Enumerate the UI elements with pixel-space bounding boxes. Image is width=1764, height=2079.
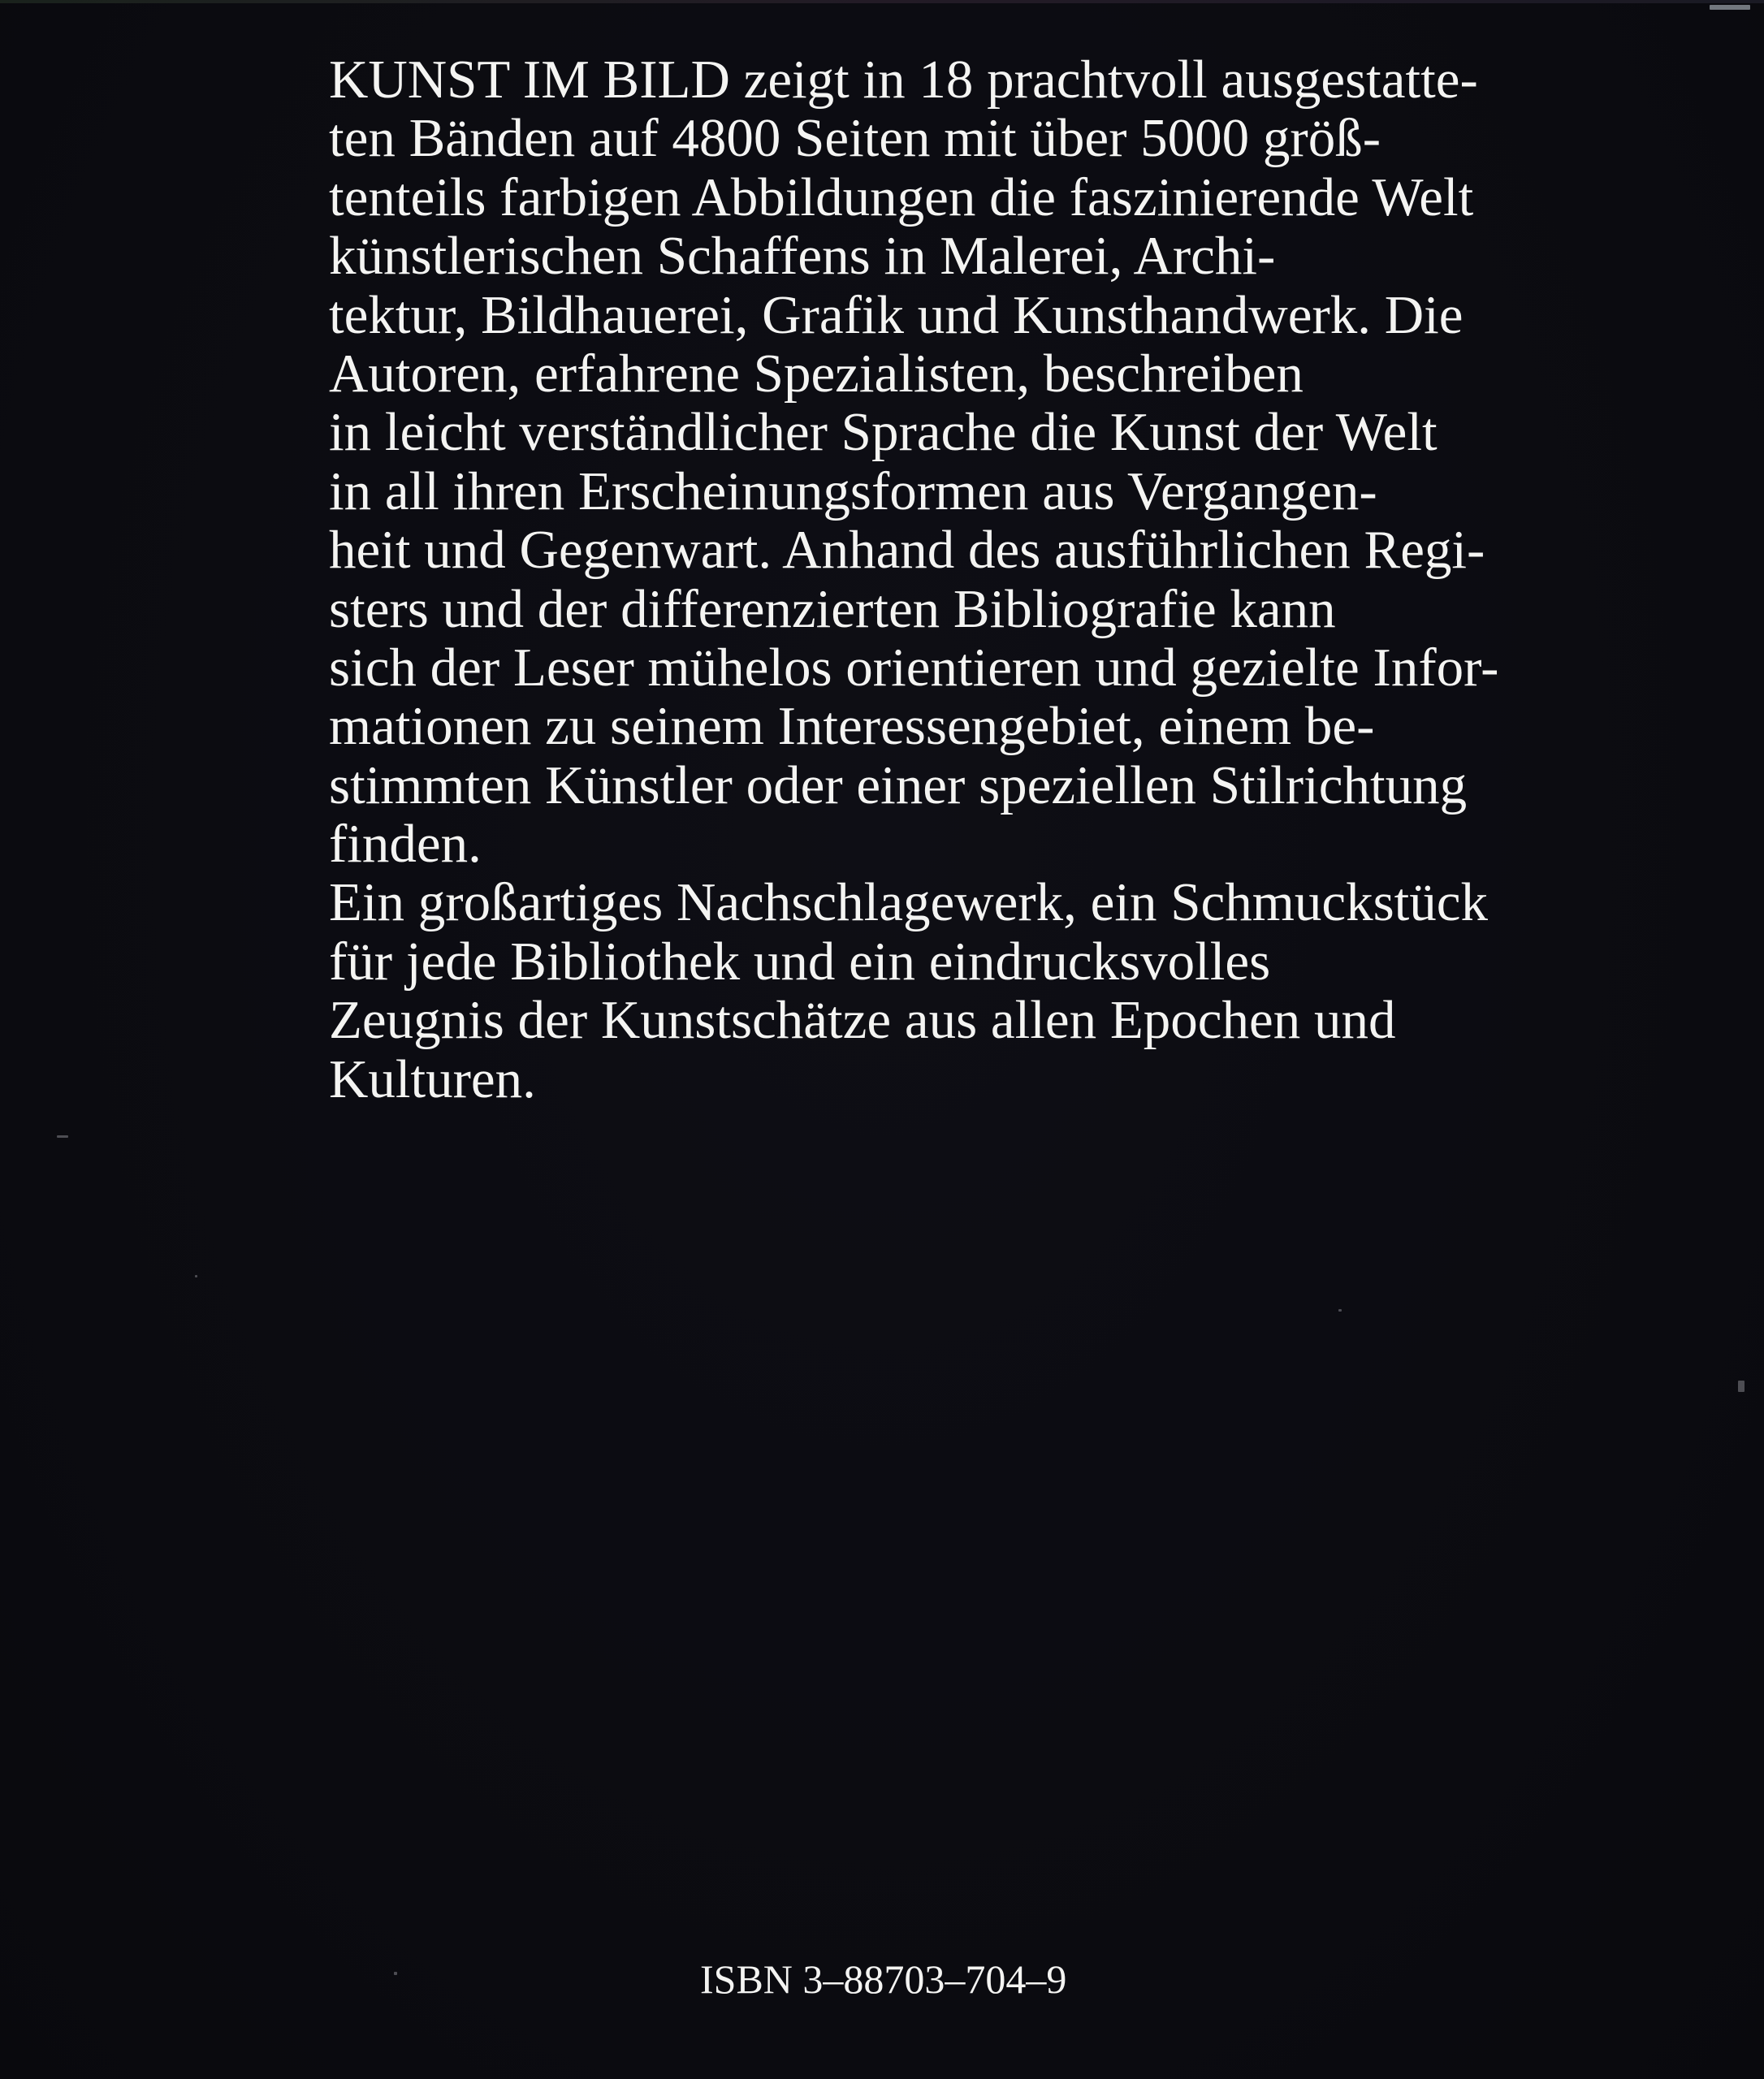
blurb-line: künstlerischen Schaffens in Malerei, Archi- <box>329 226 1276 287</box>
scan-speck <box>1338 1309 1342 1312</box>
blurb-line: Ein großartiges Nachschlagewerk, ein Schmuckstück <box>329 872 1489 933</box>
blurb-line: in all ihren Erscheinungsformen aus Vergangen- <box>329 460 1377 521</box>
scan-speck <box>57 1135 68 1138</box>
scan-speck <box>1738 1381 1745 1392</box>
blurb-line: finden. <box>329 814 482 875</box>
blurb-line: heit und Gegenwart. Anhand des ausführlichen Regi- <box>329 520 1485 581</box>
blurb-line: sters und der differenzierten Bibliografie kann <box>329 578 1336 639</box>
blurb-line: stimmten Künstler oder einer speziellen Stilrichtung <box>329 754 1468 815</box>
blurb-line: in leicht verständlicher Sprache die Kunst der Welt <box>329 402 1438 463</box>
isbn-number: ISBN 3–88703–704–9 <box>700 1956 1067 2002</box>
scan-speck <box>195 1275 197 1277</box>
blurb-line: KUNST IM BILD zeigt in 18 prachtvoll ausgestatte- <box>329 50 1478 110</box>
cover-blurb <box>329 50 1515 1109</box>
blurb-line: Zeugnis der Kunstschätze aus allen Epochen und <box>329 990 1396 1051</box>
scan-speck <box>394 1972 397 1975</box>
blurb-line: tektur, Bildhauerei, Grafik und Kunsthandwerk. Die <box>329 284 1464 345</box>
blurb-line: sich der Leser mühelos orientieren und gezielte Infor- <box>329 637 1499 698</box>
scan-speck <box>1710 5 1750 10</box>
cover-top-edge <box>0 0 1764 3</box>
blurb-line: mationen zu seinem Interessengebiet, einem be- <box>329 696 1375 757</box>
blurb-line: für jede Bibliothek und ein eindrucksvolles <box>329 931 1271 992</box>
blurb-line: Autoren, erfahrene Spezialisten, beschreiben <box>329 343 1304 404</box>
blurb-line: ten Bänden auf 4800 Seiten mit über 5000 größ- <box>329 108 1381 169</box>
blurb-line: tenteils farbigen Abbildungen die faszinierende Welt <box>329 166 1474 227</box>
blurb-line: Kulturen. <box>329 1048 536 1109</box>
